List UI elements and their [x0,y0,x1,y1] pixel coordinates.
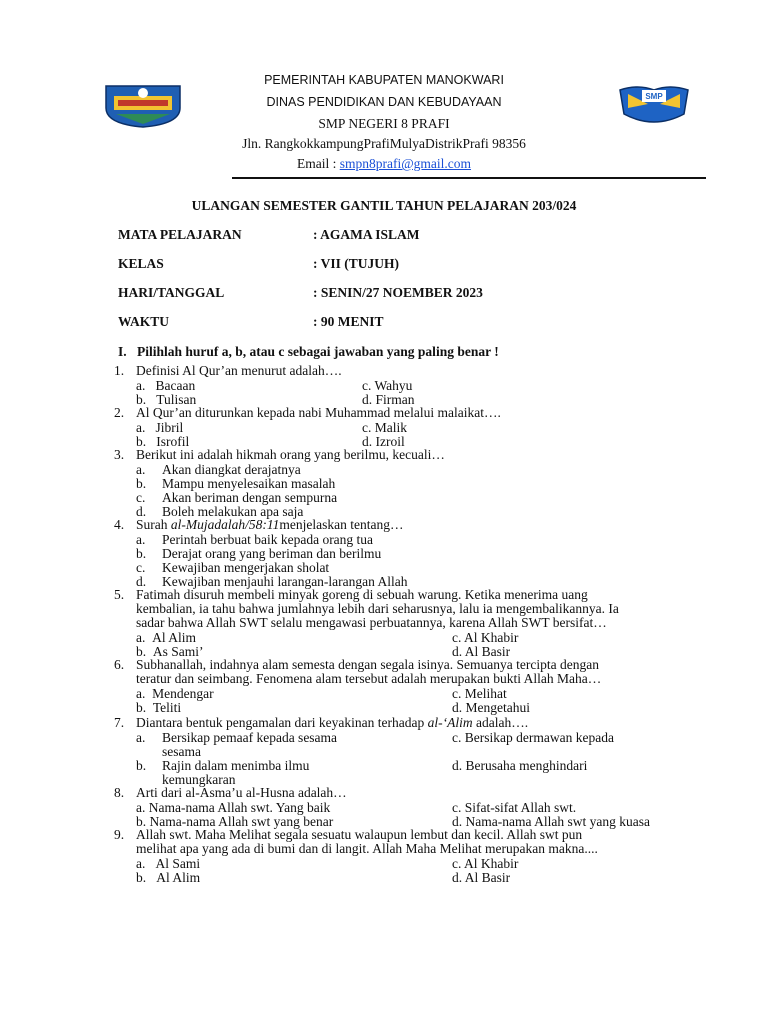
question-number: 1. [114,363,125,378]
option-b-text: Mampu menyelesaikan masalah [162,476,336,491]
option-d: d. Al Basir [452,870,511,885]
email-link[interactable]: smpn8prafi@gmail.com [339,156,472,171]
option-d: d. [136,504,147,519]
option-b: b. [136,758,147,773]
question-number: 6. [114,657,125,672]
option-a-text-wrap: sesama [162,744,201,759]
info-key-class: KELAS [118,256,164,271]
question-number: 2. [114,405,125,420]
option-d: d. Firman [362,392,415,407]
option-d-text: Boleh melakukan apa saja [162,504,304,519]
question-text-line-1: Fatimah disuruh membeli minyak goreng di sebuah warung. Ketika menerima uang [136,587,588,602]
question-6-line-2: teratur dan seimbang. Fenomena alam tersebut adalah merupakan bukti Allah Maha… [136,671,602,686]
question-text: Arti dari al-Asma’u al-Husna adalah… [136,785,347,800]
exam-title: ULANGAN SEMESTER GANTIL TAHUN PELAJARAN 203/024 [191,198,577,213]
question-number: 7. [114,715,125,730]
header-divider [232,177,706,179]
header-school-name: SMP NEGERI 8 PRAFI [318,116,450,131]
option-d-text: Kewajiban menjauhi larangan-larangan Allah [162,574,408,589]
option-a: a. Al Alim [136,630,197,645]
option-b: b. Al Alim [136,870,201,885]
option-b: b. Tulisan [136,392,197,407]
info-value-time: : 90 MENIT [313,314,384,329]
email-label: Email : [296,156,340,171]
header-email-line [0,156,768,172]
option-b-text-wrap: kemungkaran [162,772,236,787]
section-instruction: Pilihlah huruf a, b, atau c sebagai jawaban yang paling benar ! [137,344,499,359]
section-number: I. [118,344,127,359]
option-b: b. [136,546,147,561]
option-a: a. Nama-nama Allah swt. Yang baik [136,800,331,815]
option-a-text: Akan diangkat derajatnya [162,462,301,477]
option-b-text: Rajin dalam menimba ilmu [162,758,310,773]
info-value-date: : SENIN/27 NOEMBER 2023 [313,285,483,300]
option-c: c. Al Khabir [452,630,519,645]
option-d: d. Izroil [362,434,405,449]
question-number: 3. [114,447,125,462]
info-key-subject: MATA PELAJARAN [118,227,242,242]
option-c: c. [136,490,146,505]
question-number: 4. [114,517,125,532]
info-value-subject: : AGAMA ISLAM [313,227,420,242]
option-c: c. Wahyu [362,378,413,393]
option-b: b. [136,476,147,491]
option-a: a. [136,730,146,745]
question-number: 8. [114,785,125,800]
school-logo-text: SMP [645,92,663,101]
question-text-line-1: Allah swt. Maha Melihat segala sesuatu walaupun lembut dan kecil. Allah swt pun [136,827,583,842]
option-b: b. Teliti [136,700,182,715]
option-c: c. Melihat [452,686,507,701]
option-d: d. Mengetahui [452,700,530,715]
question-text-line-1: Subhanallah, indahnya alam semesta dengan segala isinya. Semuanya tercipta dengan [136,657,599,672]
option-b: b. Nama-nama Allah swt yang benar [136,814,334,829]
option-c: c. [136,560,146,575]
question-text: Surah al-Mujadalah/58:11menjelaskan tentang… [136,517,404,532]
header-government: PEMERINTAH KABUPATEN MANOKWARI [264,73,504,87]
option-c: c. Al Khabir [452,856,519,871]
option-a: a. Bacaan [136,378,196,393]
question-number: 9. [114,827,125,842]
option-d: d. Nama-nama Allah swt yang kuasa [452,814,650,829]
header-department: DINAS PENDIDIKAN DAN KEBUDAYAAN [266,95,502,109]
question-number: 5. [114,587,125,602]
option-a-text: Bersikap pemaaf kepada sesama [162,730,338,745]
question-text: Diantara bentuk pengamalan dari keyakinan terhadap al-‘Alim adalah…. [136,715,529,730]
info-key-date: HARI/TANGGAL [118,285,225,300]
info-value-class: : VII (TUJUH) [313,256,400,271]
option-d: d. [136,574,147,589]
option-a-text: Perintah berbuat baik kepada orang tua [162,532,374,547]
info-key-time: WAKTU [118,314,170,329]
option-c: c. Bersikap dermawan kepada [452,730,614,745]
question-5-line-3: sadar bahwa Allah SWT selalu mengawasi perbuatannya, karena Allah SWT bersifat… [136,615,607,630]
option-c: c. Malik [362,420,407,435]
option-c-text: Kewajiban mengerjakan sholat [162,560,330,575]
option-a: a. Mendengar [136,686,214,701]
option-a: a. [136,462,146,477]
option-a: a. [136,532,146,547]
header-address: Jln. RangkokkampungPrafiMulyaDistrikPrafi 98356 [242,136,526,151]
option-b: b. As Sami’ [136,644,204,659]
option-d: d. Berusaha menghindari [452,758,588,773]
question-5-line-2: kembalian, ia tahu bahwa jumlahnya lebih dari seharusnya, lalu ia mengembalikannya. Ia [136,601,619,616]
option-c: c. Sifat-sifat Allah swt. [452,800,577,815]
question-text: Definisi Al Qur’an menurut adalah…. [136,363,342,378]
option-a: a. Jibril [136,420,184,435]
option-b: b. Isrofil [136,434,190,449]
question-text: Al Qur’an diturunkan kepada nabi Muhammad melalui malaikat…. [136,405,501,420]
question-text: Berikut ini adalah hikmah orang yang berilmu, kecuali… [136,447,445,462]
question-9-line-2: melihat apa yang ada di bumi dan di langit. Allah Maha Melihat merupakan makna.... [136,841,598,856]
option-b-text: Derajat orang yang beriman dan berilmu [162,546,382,561]
option-d: d. Al Basir [452,644,511,659]
option-c-text: Akan beriman dengan sempurna [162,490,338,505]
option-a: a. Al Sami [136,856,201,871]
